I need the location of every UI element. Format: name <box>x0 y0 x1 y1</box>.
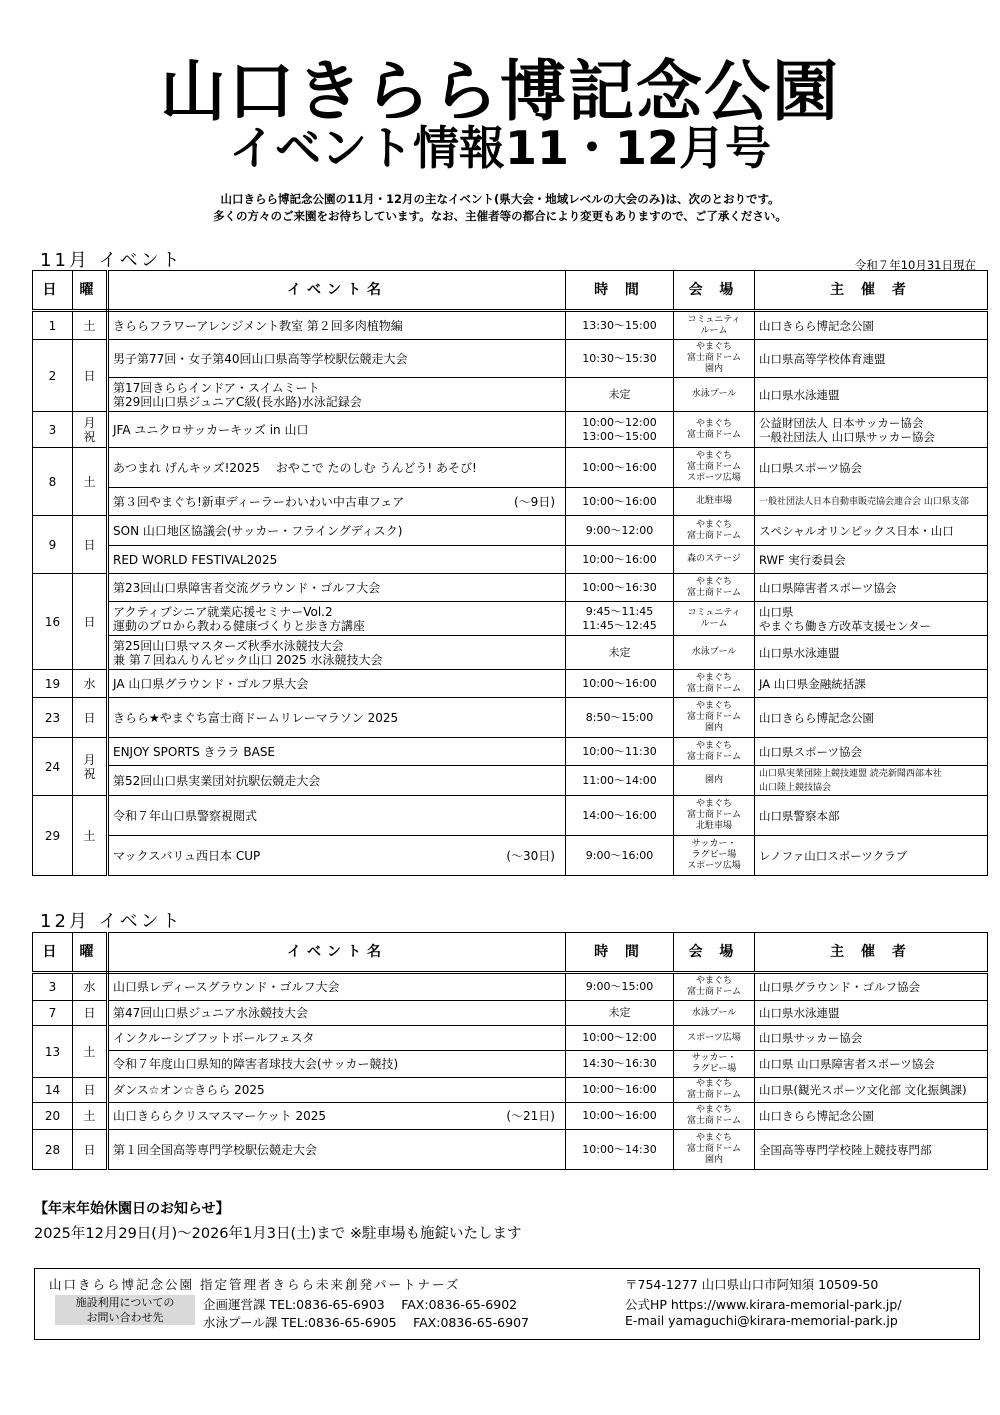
time-cell: 未定 <box>566 378 674 412</box>
venue-cell: コミュニティ ルーム <box>674 311 755 340</box>
header-org: 主 催 者 <box>755 933 988 973</box>
time-cell: 10:00～11:30 <box>566 738 674 766</box>
table-row <box>33 1026 988 1051</box>
dow-cell: 日 <box>73 1130 108 1170</box>
time-cell: 9:00～12:00 <box>566 516 674 546</box>
venue-cell: 森のステージ <box>674 546 755 574</box>
event-name-cell: 第25回山口県マスターズ秋季水泳競技大会 兼 第７回ねんりんピック山口 2025 水泳競技大会 <box>108 636 566 670</box>
event-name-cell: 第47回山口県ジュニア水泳競技大会 <box>108 1001 566 1026</box>
time-cell: 10:00～16:00 <box>566 546 674 574</box>
notice-body: 2025年12月29日(月)～2026年1月3日(土)まで ※駐車場も施錠いたします <box>34 1226 522 1242</box>
dow-cell: 土 <box>73 448 108 516</box>
table-row <box>33 796 988 836</box>
header-time: 時 間 <box>566 933 674 973</box>
dow-cell: 日 <box>73 1078 108 1103</box>
table-row <box>33 488 988 516</box>
event-period: (～21日) <box>506 1109 555 1123</box>
dec-event-table <box>32 932 988 1170</box>
time-cell: 10:00～12:00 <box>566 1026 674 1051</box>
page-title: 山口きらら博記念公園 <box>160 53 840 130</box>
table-row <box>33 766 988 796</box>
table-row <box>33 412 988 448</box>
event-period: (～30日) <box>506 848 555 863</box>
event-name-cell: JFA ユニクロサッカーキッズ in 山口 <box>108 412 566 448</box>
event-name-cell: 第17回きららインドア・スイムミート 第29回山口県ジュニアC級(長水路)水泳記録会 <box>108 378 566 412</box>
header-time: 時 間 <box>566 271 674 311</box>
nov-heading: 11月 イベント <box>40 250 183 271</box>
venue-cell: やまぐち 富士商ドーム 園内 <box>674 1130 755 1170</box>
event-name-cell: ダンス☆オン☆きらら 2025 <box>108 1078 566 1103</box>
event-name-cell: SON 山口地区協議会(サッカー・フライングディスク) <box>108 516 566 546</box>
time-cell: 未定 <box>566 636 674 670</box>
venue-cell: やまぐち 富士商ドーム <box>674 516 755 546</box>
organizer-cell: 山口県警察本部 <box>755 796 988 836</box>
header-venue: 会 場 <box>674 933 755 973</box>
dow-cell: 土 <box>73 311 108 340</box>
day-cell: 20 <box>33 1103 73 1130</box>
day-cell: 2 <box>33 340 73 412</box>
footer-postal: 〒754-1277 山口県山口市阿知須 10509-50 <box>625 1277 879 1292</box>
time-cell: 8:50～15:00 <box>566 698 674 738</box>
header-org: 主 催 者 <box>755 271 988 311</box>
header-dow: 曜 <box>73 933 108 973</box>
table-row <box>33 1130 988 1170</box>
footer-email: E-mail yamaguchi@kirara-memorial-park.jp <box>625 1313 898 1328</box>
event-name-cell: 第３回やまぐち!新車ディーラーわいわい中古車フェア (～9日) <box>108 488 566 516</box>
organizer-cell: 山口県水泳連盟 <box>755 378 988 412</box>
contact-label: 施設利用についての お問い合わせ先 <box>55 1295 195 1325</box>
footer-web: 公式HP https://www.kirara-memorial-park.jp/ <box>625 1297 902 1312</box>
day-cell: 7 <box>33 1001 73 1026</box>
intro: 山口きらら博記念公園の11月・12月の主なイベント(県大会・地域レベルの大会のみ)は、次のとおりです。 多くの方々のご来園をお待ちしています。なお、主催者等の都合により変更もありますので、ご了承ください。 <box>213 192 787 223</box>
day-cell: 28 <box>33 1130 73 1170</box>
header-venue: 会 場 <box>674 271 755 311</box>
page-subtitle: イベント情報11・12月号 <box>228 121 772 175</box>
time-cell: 11:00～14:00 <box>566 766 674 796</box>
organizer-cell: 山口きらら博記念公園 <box>755 311 988 340</box>
time-cell: 10:00～16:00 <box>566 448 674 488</box>
time-cell: 14:30～16:30 <box>566 1051 674 1078</box>
organizer-cell: 山口県水泳連盟 <box>755 1001 988 1026</box>
day-cell: 29 <box>33 796 73 876</box>
organizer-cell: 公益財団法人 日本サッカー協会 一般社団法人 山口県サッカー協会 <box>755 412 988 448</box>
dow-cell: 水 <box>73 973 108 1001</box>
event-name-cell: RED WORLD FESTIVAL2025 <box>108 546 566 574</box>
venue-cell: やまぐち 富士商ドーム 北駐車場 <box>674 796 755 836</box>
event-name-cell: 令和７年度山口県知的障害者球技大会(サッカー競技) <box>108 1051 566 1078</box>
time-cell: 10:00～16:00 <box>566 670 674 698</box>
dow-cell: 日 <box>73 1001 108 1026</box>
table-row <box>33 340 988 378</box>
organizer-cell: 山口県 やまぐち働き方改革支援センター <box>755 602 988 636</box>
day-cell: 1 <box>33 311 73 340</box>
event-name-cell: 令和７年山口県警察視閲式 <box>108 796 566 836</box>
table-row <box>33 670 988 698</box>
event-name-cell: アクティブシニア就業応援セミナーVol.2 運動のプロから教わる健康づくりと歩き方講座 <box>108 602 566 636</box>
table-row <box>33 1051 988 1078</box>
time-cell: 9:00～15:00 <box>566 973 674 1001</box>
time-cell: 10:00～14:30 <box>566 1130 674 1170</box>
dow-cell: 日 <box>73 340 108 412</box>
event-name-cell: あつまれ げんキッズ!2025 おやこで たのしむ うんどう! あそび! <box>108 448 566 488</box>
time-cell: 9:00～16:00 <box>566 836 674 876</box>
time-cell: 10:00～16:00 <box>566 488 674 516</box>
table-row <box>33 516 988 546</box>
table-row <box>33 602 988 636</box>
dow-cell: 日 <box>73 698 108 738</box>
event-name-cell: 第52回山口県実業団対抗駅伝競走大会 <box>108 766 566 796</box>
header-event: イベント名 <box>108 933 566 973</box>
time-cell: 10:00～12:00 13:00～15:00 <box>566 412 674 448</box>
organizer-cell: 山口県水泳連盟 <box>755 636 988 670</box>
table-row <box>33 1001 988 1026</box>
venue-cell: サッカー・ ラグビー場 <box>674 1051 755 1078</box>
dec-heading: 12月 イベント <box>40 911 183 932</box>
footer-line1: 企画運営課 TEL:0836-65-6903 FAX:0836-65-6902 <box>203 1297 518 1312</box>
dow-cell: 日 <box>73 574 108 670</box>
day-cell: 8 <box>33 448 73 516</box>
venue-cell: やまぐち 富士商ドーム <box>674 412 755 448</box>
dow-cell: 土 <box>73 1026 108 1078</box>
table-row <box>33 378 988 412</box>
table-row <box>33 574 988 602</box>
dow-cell: 土 <box>73 796 108 876</box>
day-cell: 3 <box>33 412 73 448</box>
day-cell: 23 <box>33 698 73 738</box>
organizer-cell: JA 山口県金融統括課 <box>755 670 988 698</box>
organizer-cell: 山口県 山口県障害者スポーツ協会 <box>755 1051 988 1078</box>
organizer-cell: 山口きらら博記念公園 <box>755 698 988 738</box>
dow-cell: 土 <box>73 1103 108 1130</box>
footer-contact <box>34 1268 980 1340</box>
table-row <box>33 546 988 574</box>
venue-cell: 園内 <box>674 766 755 796</box>
nov-event-table <box>32 270 988 876</box>
time-cell: 10:00～16:00 <box>566 1103 674 1130</box>
time-cell: 未定 <box>566 1001 674 1026</box>
organizer-cell: レノファ山口スポーツクラブ <box>755 836 988 876</box>
time-cell: 9:45～11:45 11:45～12:45 <box>566 602 674 636</box>
time-cell: 14:00～16:00 <box>566 796 674 836</box>
organizer-cell: 山口県グラウンド・ゴルフ協会 <box>755 973 988 1001</box>
organizer-cell: 一般社団法人日本自動車販売協会連合会 山口県支部 <box>755 488 988 516</box>
venue-cell: やまぐち 富士商ドーム <box>674 1103 755 1130</box>
venue-cell: やまぐち 富士商ドーム <box>674 574 755 602</box>
event-name-cell: 山口きららクリスマスマーケット 2025 (～21日) <box>108 1103 566 1130</box>
as-of-date: 令和７年10月31日現在 <box>854 258 976 272</box>
event-period: (～9日) <box>514 494 555 509</box>
dow-cell: 月 祝 <box>73 738 108 796</box>
venue-cell: やまぐち 富士商ドーム 園内 <box>674 340 755 378</box>
header-dow: 曜 <box>73 271 108 311</box>
venue-cell: コミュニティ ルーム <box>674 602 755 636</box>
event-name-cell: きららフラワーアレンジメント教室 第２回多肉植物編 <box>108 311 566 340</box>
event-name-cell: インクルーシブフットボールフェスタ <box>108 1026 566 1051</box>
venue-cell: やまぐち 富士商ドーム <box>674 973 755 1001</box>
venue-cell: 水泳プール <box>674 636 755 670</box>
table-row <box>33 698 988 738</box>
event-name-cell: 山口県レディースグラウンド・ゴルフ大会 <box>108 973 566 1001</box>
organizer-cell: 山口県障害者スポーツ協会 <box>755 574 988 602</box>
header-day: 日 <box>33 933 73 973</box>
venue-cell: 水泳プール <box>674 378 755 412</box>
venue-cell: サッカー・ ラグビー場 スポーツ広場 <box>674 836 755 876</box>
venue-cell: 北駐車場 <box>674 488 755 516</box>
time-cell: 10:00～16:00 <box>566 1078 674 1103</box>
organizer-cell: 山口県スポーツ協会 <box>755 738 988 766</box>
organizer-cell: RWF 実行委員会 <box>755 546 988 574</box>
table-row <box>33 1078 988 1103</box>
day-cell: 3 <box>33 973 73 1001</box>
day-cell: 13 <box>33 1026 73 1078</box>
dow-cell: 日 <box>73 516 108 574</box>
organizer-cell: 全国高等専門学校陸上競技専門部 <box>755 1130 988 1170</box>
table-row <box>33 973 988 1001</box>
table-row <box>33 636 988 670</box>
time-cell: 10:30～15:30 <box>566 340 674 378</box>
venue-cell: やまぐち 富士商ドーム <box>674 1078 755 1103</box>
venue-cell: やまぐち 富士商ドーム スポーツ広場 <box>674 448 755 488</box>
venue-cell: スポーツ広場 <box>674 1026 755 1051</box>
time-cell: 10:00～16:30 <box>566 574 674 602</box>
venue-cell: 水泳プール <box>674 1001 755 1026</box>
event-name-cell: 第１回全国高等専門学校駅伝競走大会 <box>108 1130 566 1170</box>
day-cell: 16 <box>33 574 73 670</box>
footer-line2: 水泳プール課 TEL:0836-65-6905 FAX:0836-65-6907 <box>203 1315 529 1330</box>
organizer-cell: 山口県(観光スポーツ文化部 文化振興課) <box>755 1078 988 1103</box>
table-row <box>33 836 988 876</box>
venue-cell: やまぐち 富士商ドーム <box>674 670 755 698</box>
day-cell: 24 <box>33 738 73 796</box>
event-name-cell: マックスバリュ西日本 CUP (～30日) <box>108 836 566 876</box>
time-cell: 13:30～15:00 <box>566 311 674 340</box>
header-day: 日 <box>33 271 73 311</box>
organizer-cell: 山口県実業団陸上競技連盟 読売新聞西部本社 山口陸上競技協会 <box>755 766 988 796</box>
organizer-cell: 山口県高等学校体育連盟 <box>755 340 988 378</box>
event-name-cell: 第23回山口県障害者交流グラウンド・ゴルフ大会 <box>108 574 566 602</box>
venue-cell: やまぐち 富士商ドーム 園内 <box>674 698 755 738</box>
notice-title: 【年末年始休園日のお知らせ】 <box>34 1201 230 1217</box>
event-name-cell: ENJOY SPORTS きララ BASE <box>108 738 566 766</box>
dow-cell: 月 祝 <box>73 412 108 448</box>
venue-cell: やまぐち 富士商ドーム <box>674 738 755 766</box>
table-row <box>33 311 988 340</box>
event-name-cell: JA 山口県グラウンド・ゴルフ県大会 <box>108 670 566 698</box>
event-name-cell: 男子第77回・女子第40回山口県高等学校駅伝競走大会 <box>108 340 566 378</box>
table-row <box>33 1103 988 1130</box>
day-cell: 9 <box>33 516 73 574</box>
organizer-cell: 山口県スポーツ協会 <box>755 448 988 488</box>
table-row <box>33 738 988 766</box>
dow-cell: 水 <box>73 670 108 698</box>
table-row <box>33 448 988 488</box>
event-name-cell: きらら★やまぐち富士商ドームリレーマラソン 2025 <box>108 698 566 738</box>
footer-org: 山口きらら博記念公園 指定管理者きらら未来創発パートナーズ <box>49 1277 461 1292</box>
organizer-cell: スペシャルオリンピックス日本・山口 <box>755 516 988 546</box>
organizer-cell: 山口きらら博記念公園 <box>755 1103 988 1130</box>
day-cell: 14 <box>33 1078 73 1103</box>
organizer-cell: 山口県サッカー協会 <box>755 1026 988 1051</box>
day-cell: 19 <box>33 670 73 698</box>
header-event: イベント名 <box>108 271 566 311</box>
